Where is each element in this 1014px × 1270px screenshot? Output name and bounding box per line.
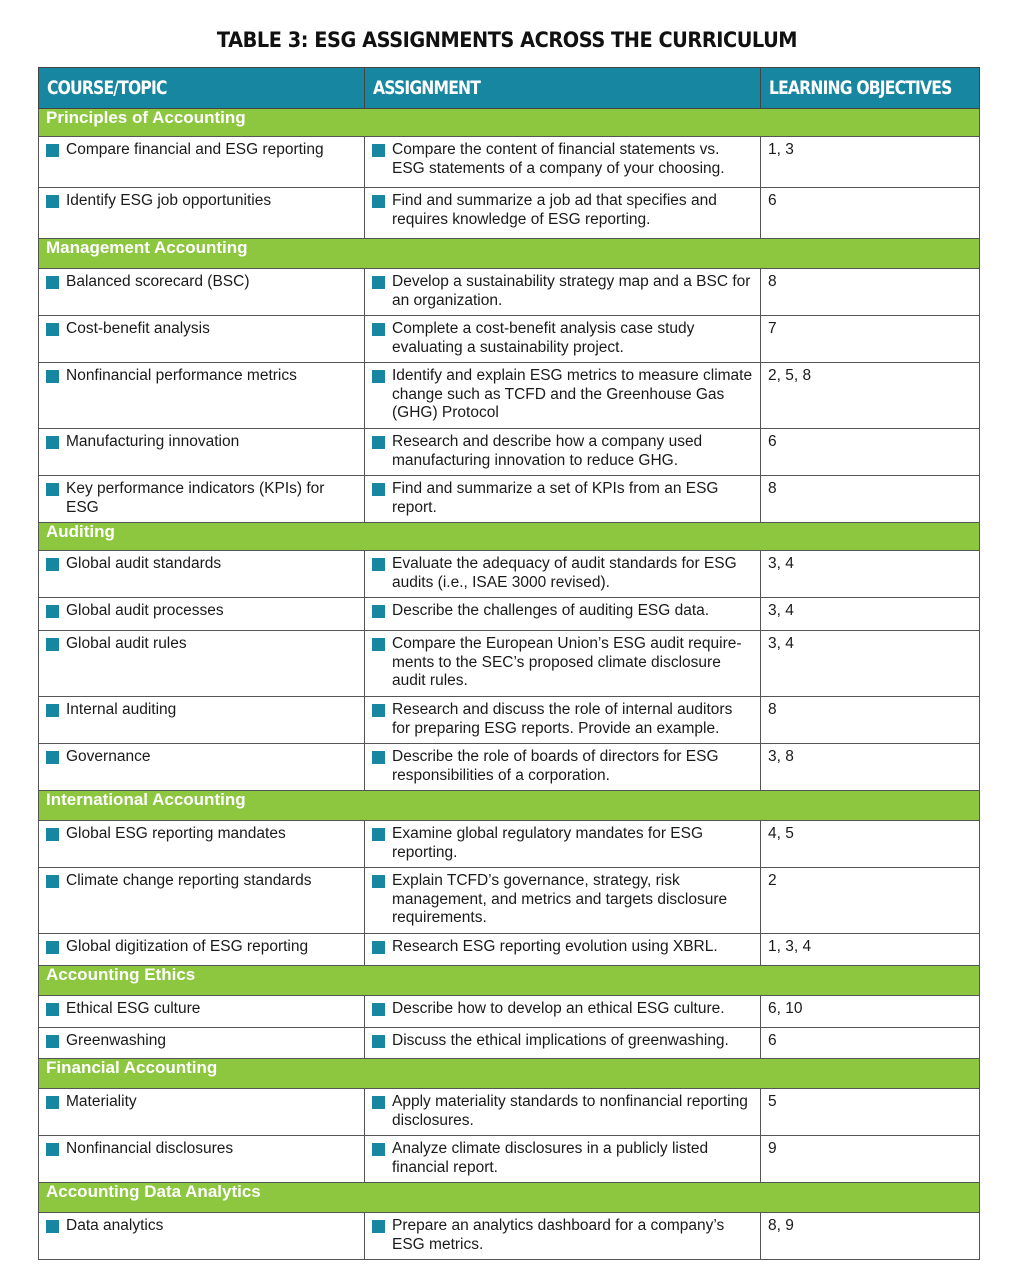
assignment-text: Discuss the ethical implications of greenwashing.: [392, 1032, 729, 1049]
assignment-text: Describe the role of boards of directors for ESG responsibilities of a corporation.: [392, 748, 719, 784]
square-bullet-icon: [372, 1003, 385, 1016]
square-bullet-icon: [372, 144, 385, 157]
square-bullet-icon: [372, 751, 385, 764]
square-bullet-icon: [46, 144, 59, 157]
assignment-cell: [365, 316, 761, 363]
section-name: Management Accounting: [39, 239, 980, 269]
section-header-row: [39, 1183, 980, 1213]
assignment-cell: [365, 363, 761, 429]
topic-cell: [39, 551, 365, 598]
bullet-item: [46, 825, 357, 844]
table-row: [39, 1028, 980, 1059]
assignment-cell: [365, 744, 761, 791]
assignment-text: Describe how to develop an ethical ESG culture.: [392, 1000, 725, 1017]
square-bullet-icon: [372, 828, 385, 841]
table-row: [39, 188, 980, 239]
assignment-cell: [365, 996, 761, 1028]
bullet-item: [46, 1032, 357, 1051]
topic-cell: [39, 934, 365, 966]
topic-cell: [39, 188, 365, 239]
bullet-item: [372, 192, 753, 229]
square-bullet-icon: [46, 483, 59, 496]
learning-objectives-cell: 2, 5, 8: [761, 363, 980, 429]
table-row: [39, 996, 980, 1028]
bullet-item: [46, 635, 357, 654]
bullet-item: [46, 192, 357, 211]
bullet-item: [46, 480, 357, 517]
square-bullet-icon: [372, 276, 385, 289]
assignment-cell: [365, 598, 761, 631]
learning-objectives-cell: 6: [761, 429, 980, 476]
section-name: International Accounting: [39, 791, 980, 821]
bullet-item: [46, 701, 357, 720]
topic-cell: [39, 476, 365, 523]
square-bullet-icon: [46, 558, 59, 571]
topic-text: Governance: [66, 748, 151, 765]
section-name: Accounting Ethics: [39, 966, 980, 996]
table-row: [39, 744, 980, 791]
bullet-item: [372, 1032, 753, 1051]
bullet-item: [372, 141, 753, 178]
topic-text: Internal auditing: [66, 701, 177, 718]
topic-text: Global audit rules: [66, 635, 187, 652]
column-header-assignment: ASSIGNMENT: [365, 68, 761, 109]
table-row: [39, 821, 980, 868]
assignment-cell: [365, 476, 761, 523]
topic-cell: [39, 598, 365, 631]
topic-text: Global ESG reporting mandates: [66, 825, 286, 842]
section-header-row: [39, 966, 980, 996]
topic-text: Global audit processes: [66, 602, 224, 619]
bullet-item: [46, 1217, 357, 1236]
section-header-row: [39, 791, 980, 821]
assignment-cell: [365, 868, 761, 934]
assignment-cell: [365, 1213, 761, 1260]
section-header-row: [39, 1059, 980, 1089]
square-bullet-icon: [46, 276, 59, 289]
assignment-text: Develop a sustainability strategy map and a BSC for an organization.: [392, 273, 751, 309]
square-bullet-icon: [372, 875, 385, 888]
topic-text: Nonfinancial disclosures: [66, 1140, 234, 1157]
topic-cell: [39, 269, 365, 316]
section-header-row: [39, 523, 980, 551]
topic-cell: [39, 744, 365, 791]
table-header-row: [39, 68, 980, 109]
square-bullet-icon: [46, 323, 59, 336]
bullet-item: [372, 872, 753, 928]
bullet-item: [46, 1093, 357, 1112]
table-row: [39, 269, 980, 316]
table-row: [39, 631, 980, 697]
bullet-item: [372, 748, 753, 785]
bullet-item: [372, 555, 753, 592]
topic-cell: [39, 1089, 365, 1136]
table-row: [39, 429, 980, 476]
assignment-cell: [365, 1028, 761, 1059]
square-bullet-icon: [372, 436, 385, 449]
assignment-text: Apply materiality standards to nonfinancial reporting disclosures.: [392, 1093, 748, 1129]
section-header-row: [39, 239, 980, 269]
table-row: [39, 476, 980, 523]
square-bullet-icon: [372, 704, 385, 717]
assignment-text: Prepare an analytics dashboard for a company’s ESG metrics.: [392, 1217, 725, 1253]
assignment-text: Evaluate the adequacy of audit standards for ESG audits (i.e., ISAE 3000 revised).: [392, 555, 737, 591]
square-bullet-icon: [46, 875, 59, 888]
bullet-item: [372, 635, 753, 691]
section-header-row: [39, 109, 980, 137]
square-bullet-icon: [46, 704, 59, 717]
bullet-item: [46, 141, 357, 160]
table-row: [39, 934, 980, 966]
assignment-text: Research ESG reporting evolution using XBRL.: [392, 938, 718, 955]
bullet-item: [372, 701, 753, 738]
bullet-item: [372, 1093, 753, 1130]
topic-text: Greenwashing: [66, 1032, 166, 1049]
assignment-cell: [365, 269, 761, 316]
section-name: Accounting Data Analytics: [39, 1183, 980, 1213]
square-bullet-icon: [372, 558, 385, 571]
learning-objectives-cell: 3, 4: [761, 551, 980, 598]
learning-objectives-cell: 8: [761, 476, 980, 523]
assignment-text: Identify and explain ESG metrics to measure climate change such as TCFD and the Greenhouse Gas (GHG) Protocol: [392, 367, 753, 421]
table-row: [39, 1089, 980, 1136]
table-row: [39, 551, 980, 598]
assignment-cell: [365, 697, 761, 744]
section-name: Principles of Accounting: [39, 109, 980, 137]
bullet-item: [372, 320, 753, 357]
assignment-cell: [365, 821, 761, 868]
square-bullet-icon: [372, 1220, 385, 1233]
bullet-item: [46, 938, 357, 957]
learning-objectives-cell: 8, 9: [761, 1213, 980, 1260]
bullet-item: [372, 480, 753, 517]
topic-text: Climate change reporting standards: [66, 872, 312, 889]
learning-objectives-cell: 9: [761, 1136, 980, 1183]
assignment-text: Complete a cost-benefit analysis case study evaluating a sustainability project.: [392, 320, 695, 356]
topic-text: Materiality: [66, 1093, 137, 1110]
topic-text: Ethical ESG culture: [66, 1000, 201, 1017]
topic-cell: [39, 697, 365, 744]
assignment-cell: [365, 631, 761, 697]
square-bullet-icon: [372, 483, 385, 496]
table-row: [39, 1136, 980, 1183]
assignment-text: Analyze climate disclosures in a publicly listed financial report.: [392, 1140, 709, 1176]
table-row: [39, 1213, 980, 1260]
assignment-cell: [365, 934, 761, 966]
bullet-item: [46, 320, 357, 339]
topic-text: Global audit standards: [66, 555, 222, 572]
learning-objectives-cell: 4, 5: [761, 821, 980, 868]
square-bullet-icon: [46, 195, 59, 208]
bullet-item: [372, 1217, 753, 1254]
topic-text: Global digitization of ESG reporting: [66, 938, 309, 955]
assignment-text: Describe the challenges of auditing ESG data.: [392, 602, 710, 619]
bullet-item: [372, 367, 753, 423]
learning-objectives-cell: 6: [761, 188, 980, 239]
square-bullet-icon: [372, 323, 385, 336]
square-bullet-icon: [372, 1143, 385, 1156]
bullet-item: [372, 825, 753, 862]
square-bullet-icon: [46, 370, 59, 383]
bullet-item: [46, 1140, 357, 1159]
topic-text: Balanced scorecard (BSC): [66, 273, 250, 290]
bullet-item: [46, 555, 357, 574]
esg-assignments-table: [38, 67, 980, 1260]
bullet-item: [46, 872, 357, 891]
square-bullet-icon: [372, 1035, 385, 1048]
topic-text: Nonfinancial performance metrics: [66, 367, 297, 384]
learning-objectives-cell: 8: [761, 697, 980, 744]
topic-cell: [39, 429, 365, 476]
assignment-cell: [365, 137, 761, 188]
topic-cell: [39, 868, 365, 934]
table-row: [39, 598, 980, 631]
topic-text: Data analytics: [66, 1217, 164, 1234]
bullet-item: [372, 433, 753, 470]
section-name: Financial Accounting: [39, 1059, 980, 1089]
bullet-item: [46, 367, 357, 386]
learning-objectives-cell: 2: [761, 868, 980, 934]
assignment-text: Compare the content of financial statements vs. ESG statements of a company of your choosing.: [392, 141, 725, 177]
bullet-item: [372, 1000, 753, 1019]
bullet-item: [372, 938, 753, 957]
learning-objectives-cell: 3, 4: [761, 598, 980, 631]
topic-text: Cost-benefit analysis: [66, 320, 210, 337]
square-bullet-icon: [372, 1096, 385, 1109]
square-bullet-icon: [372, 195, 385, 208]
topic-text: Key performance indicators (KPIs) for ESG: [66, 480, 325, 516]
topic-cell: [39, 1213, 365, 1260]
assignment-text: Compare the European Union’s ESG audit require-ments to the SEC’s proposed climate disclosure audit rules.: [392, 635, 742, 689]
assignment-text: Examine global regulatory mandates for ESG reporting.: [392, 825, 704, 861]
topic-cell: [39, 821, 365, 868]
topic-text: Identify ESG job opportunities: [66, 192, 272, 209]
topic-cell: [39, 996, 365, 1028]
topic-cell: [39, 316, 365, 363]
assignment-text: Explain TCFD’s governance, strategy, risk management, and metrics and targets disclosure requirements.: [392, 872, 728, 926]
assignment-text: Research and describe how a company used manufacturing innovation to reduce GHG.: [392, 433, 703, 469]
bullet-item: [46, 1000, 357, 1019]
assignment-text: Find and summarize a job ad that specifies and requires knowledge of ESG reporting.: [392, 192, 717, 228]
square-bullet-icon: [46, 1096, 59, 1109]
square-bullet-icon: [46, 1143, 59, 1156]
topic-cell: [39, 631, 365, 697]
assignment-cell: [365, 551, 761, 598]
topic-cell: [39, 137, 365, 188]
learning-objectives-cell: 5: [761, 1089, 980, 1136]
learning-objectives-cell: 8: [761, 269, 980, 316]
bullet-item: [372, 273, 753, 310]
section-name: Auditing: [39, 523, 980, 551]
square-bullet-icon: [46, 638, 59, 651]
bullet-item: [46, 433, 357, 452]
learning-objectives-cell: 3, 4: [761, 631, 980, 697]
bullet-item: [46, 602, 357, 621]
square-bullet-icon: [46, 1220, 59, 1233]
square-bullet-icon: [46, 751, 59, 764]
bullet-item: [46, 273, 357, 292]
topic-cell: [39, 1136, 365, 1183]
learning-objectives-cell: 1, 3: [761, 137, 980, 188]
bullet-item: [46, 748, 357, 767]
topic-text: Manufacturing innovation: [66, 433, 240, 450]
topic-text: Compare financial and ESG reporting: [66, 141, 324, 158]
learning-objectives-cell: 6, 10: [761, 996, 980, 1028]
table-row: [39, 697, 980, 744]
column-header-course-topic: COURSE/TOPIC: [39, 68, 365, 109]
table-row: [39, 316, 980, 363]
square-bullet-icon: [46, 1003, 59, 1016]
table-row: [39, 363, 980, 429]
learning-objectives-cell: 3, 8: [761, 744, 980, 791]
table-row: [39, 868, 980, 934]
learning-objectives-cell: 7: [761, 316, 980, 363]
bullet-item: [372, 1140, 753, 1177]
assignment-cell: [365, 1089, 761, 1136]
square-bullet-icon: [46, 605, 59, 618]
topic-cell: [39, 363, 365, 429]
square-bullet-icon: [372, 605, 385, 618]
assignment-cell: [365, 188, 761, 239]
assignment-cell: [365, 1136, 761, 1183]
square-bullet-icon: [46, 1035, 59, 1048]
topic-cell: [39, 1028, 365, 1059]
learning-objectives-cell: 1, 3, 4: [761, 934, 980, 966]
table-title: TABLE 3: ESG ASSIGNMENTS ACROSS THE CURRICULUM: [216, 28, 798, 52]
assignment-text: Find and summarize a set of KPIs from an ESG report.: [392, 480, 719, 516]
bullet-item: [372, 602, 753, 621]
square-bullet-icon: [372, 941, 385, 954]
column-header-learning-objectives: LEARNING OBJECTIVES: [761, 68, 980, 109]
assignment-text: Research and discuss the role of internal auditors for preparing ESG reports. Provide an example.: [392, 701, 733, 737]
table-body: [39, 109, 980, 1260]
table-row: [39, 137, 980, 188]
square-bullet-icon: [372, 370, 385, 383]
learning-objectives-cell: 6: [761, 1028, 980, 1059]
square-bullet-icon: [46, 941, 59, 954]
square-bullet-icon: [46, 828, 59, 841]
square-bullet-icon: [372, 638, 385, 651]
square-bullet-icon: [46, 436, 59, 449]
assignment-cell: [365, 429, 761, 476]
